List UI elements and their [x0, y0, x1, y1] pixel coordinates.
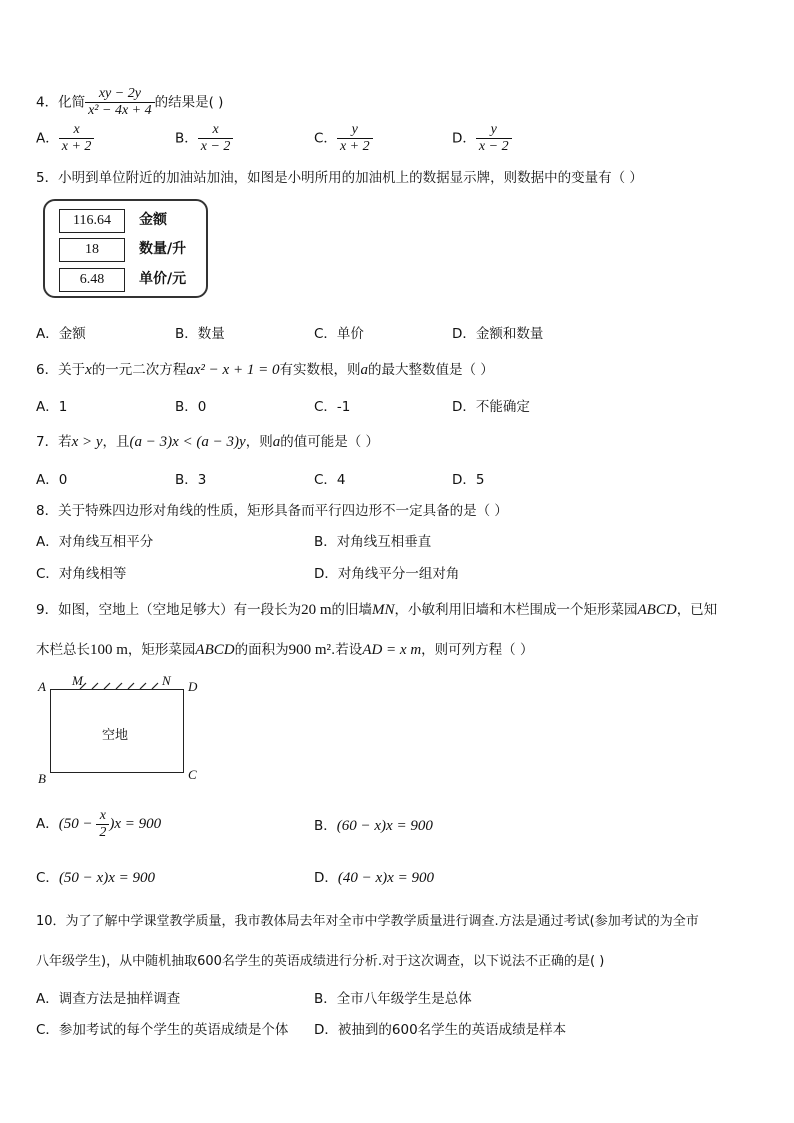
- q9-option-a[interactable]: [36, 806, 161, 842]
- q4-opt-fraction: [198, 122, 234, 155]
- q9-text: ，则可列方程（ ）: [421, 642, 534, 658]
- q6-text: 6．关于: [36, 362, 86, 378]
- q7-condition-1: x > y: [71, 434, 103, 450]
- vertex-d-label: D: [188, 679, 198, 694]
- quantity-readout: 18: [59, 238, 125, 262]
- q7-text: ，则: [245, 434, 273, 450]
- q9-abcd: ABCD: [195, 642, 235, 658]
- q9-text: 的面积为: [234, 642, 289, 658]
- unit-price-label: 单价/元: [139, 271, 187, 287]
- garden-diagram: [36, 675, 216, 785]
- q9-opt-post: )x = 900: [109, 816, 162, 832]
- q4-number: 4．: [36, 94, 59, 111]
- q9-text: ，矩形菜园: [127, 642, 196, 658]
- q7-option-a[interactable]: A．0: [36, 472, 68, 488]
- q9-option-d[interactable]: [314, 866, 434, 887]
- vertex-b-label: B: [38, 771, 46, 786]
- unit-price-readout: 6.48: [59, 268, 125, 292]
- q6-stem: [36, 358, 494, 379]
- q9-text: 的旧墙: [331, 602, 373, 618]
- q4-option-c[interactable]: [314, 122, 373, 155]
- q4-opt-den: x − 2: [198, 138, 234, 155]
- q6-var-x: x: [85, 362, 92, 378]
- q4-frac-num: xy − 2y: [98, 86, 141, 101]
- q9-stem-line-1: [36, 598, 717, 619]
- q9-opt-den: 2: [96, 824, 109, 841]
- q4-opt-fraction: [337, 122, 373, 155]
- q4-opt-num: x: [73, 122, 80, 137]
- q4-opt-num: x: [212, 122, 219, 137]
- q7-option-d[interactable]: D．5: [452, 472, 485, 488]
- q6-text: 的一元二次方程: [91, 362, 187, 378]
- q4-stem: [36, 86, 223, 119]
- q9-mn: MN: [372, 602, 395, 618]
- amount-label: 金额: [139, 212, 167, 228]
- q4-suffix: 的结果是( ): [154, 94, 224, 111]
- q4-opt-den: x + 2: [337, 138, 373, 155]
- q8-option-b[interactable]: B．对角线互相垂直: [314, 534, 432, 550]
- q9-text: 木栏总长: [36, 642, 90, 658]
- q7-var-a: a: [272, 434, 281, 450]
- q4-opt-label: C．: [314, 130, 337, 147]
- q9-text: .若设: [331, 642, 363, 658]
- q4-opt-label: A．: [36, 130, 59, 147]
- q4-opt-den: x − 2: [476, 138, 512, 155]
- q4-option-d[interactable]: [452, 122, 512, 155]
- q5-stem: 5．小明到单位附近的加油站加油，如图是小明所用的加油机上的数据显示牌，则数据中的变量有（ ）: [36, 170, 643, 186]
- q4-opt-num: y: [490, 122, 497, 137]
- fuel-display-panel: [43, 199, 208, 298]
- q9-wall-length: 20 m: [301, 602, 332, 618]
- q10-option-d[interactable]: D．被抽到的600名学生的英语成绩是样本: [314, 1022, 567, 1038]
- q6-option-d[interactable]: D．不能确定: [452, 399, 530, 415]
- q9-opt-equation: (50 − x)x = 900: [58, 870, 155, 886]
- q4-opt-label: B．: [175, 130, 198, 147]
- q7-condition-2: (a − 3)x < (a − 3)y: [129, 434, 246, 450]
- q6-var-a: a: [360, 362, 368, 378]
- amount-readout: 116.64: [59, 209, 125, 233]
- q9-opt-label: C．: [36, 870, 59, 886]
- quantity-label: 数量/升: [139, 241, 187, 257]
- q4-frac-den: x² − 4x + 4: [85, 102, 155, 119]
- q4-option-b[interactable]: [175, 122, 233, 155]
- q9-opt-label: B．: [314, 818, 337, 834]
- q9-opt-fraction: [96, 808, 109, 841]
- q9-opt-pre: (50 −: [58, 816, 97, 832]
- q9-opt-equation: (60 − x)x = 900: [336, 818, 433, 834]
- q5-option-b[interactable]: B．数量: [175, 326, 225, 342]
- q5-option-d[interactable]: D．金额和数量: [452, 326, 544, 342]
- open-space-label: 空地: [102, 728, 129, 743]
- q6-equation: ax² − x + 1 = 0: [186, 362, 280, 378]
- q7-text: 7．若: [36, 434, 72, 450]
- q10-option-c[interactable]: C．参加考试的每个学生的英语成绩是个体: [36, 1022, 289, 1038]
- q8-option-d[interactable]: D．对角线平分一组对角: [314, 566, 460, 582]
- q9-stem-line-2: [36, 638, 533, 659]
- q9-opt-num: x: [99, 807, 106, 823]
- q9-opt-label: D．: [314, 870, 338, 886]
- q5-option-a[interactable]: A．金额: [36, 326, 86, 342]
- q6-option-a[interactable]: A．1: [36, 399, 68, 415]
- q9-fence-length: 100 m: [90, 642, 128, 658]
- q9-option-b[interactable]: [314, 814, 433, 835]
- q9-opt-label: A．: [36, 816, 59, 832]
- vertex-a-label: A: [38, 679, 46, 694]
- q7-option-b[interactable]: B．3: [175, 472, 207, 488]
- q4-opt-den: x + 2: [59, 138, 95, 155]
- q7-stem: [36, 430, 379, 451]
- q10-stem-line-2: 八年级学生)，从中随机抽取600名学生的英语成绩进行分析.对于这次调查，以下说法不正确的是( ): [36, 954, 605, 969]
- q8-stem: 8．关于特殊四边形对角线的性质，矩形具备而平行四边形不一定具备的是（ ）: [36, 503, 508, 519]
- q9-area: 900 m²: [288, 642, 332, 658]
- q4-opt-num: y: [351, 122, 358, 137]
- q8-option-a[interactable]: A．对角线互相平分: [36, 534, 154, 550]
- q7-option-c[interactable]: C．4: [314, 472, 346, 488]
- q5-option-c[interactable]: C．单价: [314, 326, 364, 342]
- q9-text: ，小敏利用旧墙和木栏围成一个矩形菜园: [394, 602, 638, 618]
- q6-text: 的最大整数值是（ ）: [367, 362, 494, 378]
- q10-option-b[interactable]: B．全市八年级学生是总体: [314, 991, 472, 1007]
- q4-option-a[interactable]: [36, 122, 94, 155]
- q8-option-c[interactable]: C．对角线相等: [36, 566, 127, 582]
- q7-text: 的值可能是（ ）: [280, 434, 379, 450]
- q4-prefix: 化简: [58, 94, 86, 111]
- point-n-label: N: [162, 673, 171, 688]
- q9-option-c[interactable]: [36, 866, 155, 887]
- point-m-label: M: [72, 673, 83, 688]
- q4-opt-fraction: [476, 122, 512, 155]
- q4-opt-label: D．: [452, 130, 476, 147]
- vertex-c-label: C: [188, 767, 197, 782]
- q10-stem-line-1: 10．为了了解中学课堂教学质量，我市教体局去年对全市中学教学质量进行调查.方法是通过考试(参加考试的为全市: [36, 914, 699, 929]
- q10-option-a[interactable]: A．调查方法是抽样调查: [36, 991, 181, 1007]
- q6-option-c[interactable]: C．-1: [314, 399, 351, 415]
- q6-text: 有实数根，则: [279, 362, 361, 378]
- q6-option-b[interactable]: B．0: [175, 399, 207, 415]
- q9-abcd: ABCD: [637, 602, 677, 618]
- q9-set-variable: AD = x m: [362, 642, 422, 658]
- q9-text: 9．如图，空地上（空地足够大）有一段长为: [36, 602, 302, 618]
- q4-opt-fraction: [59, 122, 95, 155]
- q7-text: ，且: [102, 434, 130, 450]
- q9-text: ，已知: [676, 602, 718, 618]
- q4-fraction: [85, 86, 155, 119]
- q9-opt-equation: (40 − x)x = 900: [337, 870, 434, 886]
